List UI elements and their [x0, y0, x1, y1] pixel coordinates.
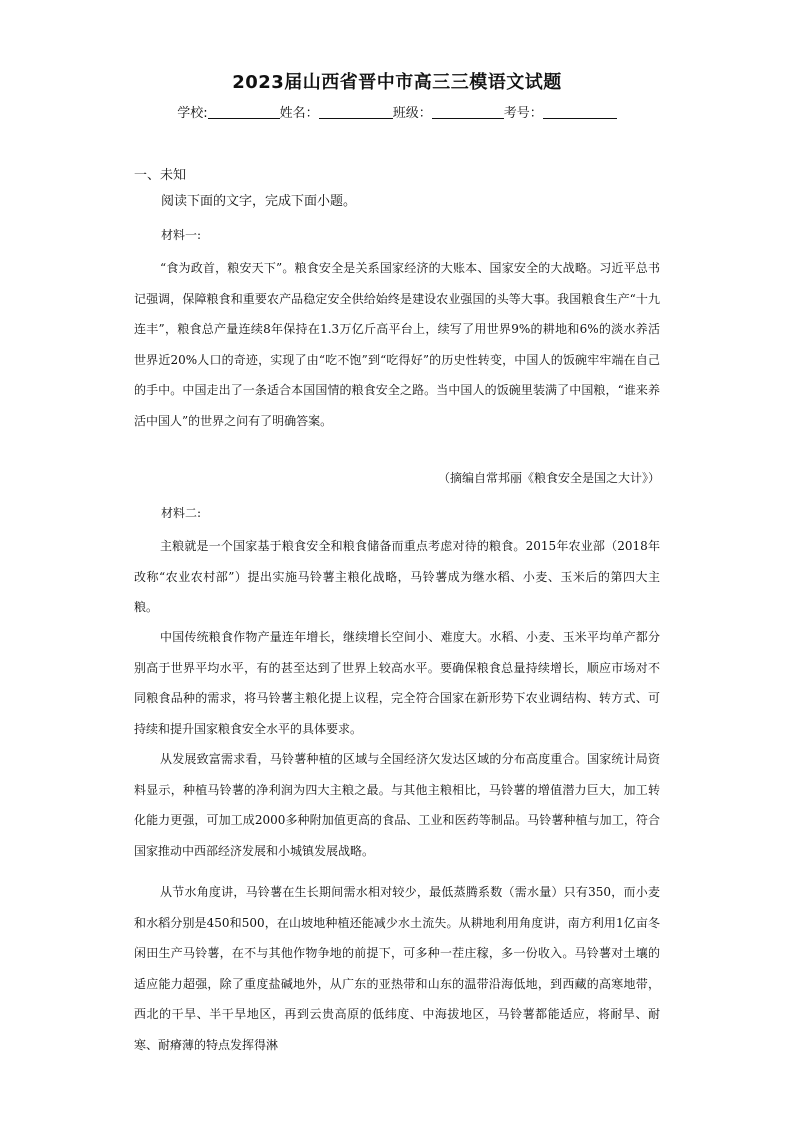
- exam-title: 2023届山西省晋中市高三三模语文试题: [232, 72, 562, 93]
- material1-paragraph: “食为政首，粮安天下”。粮食安全是关系国家经济的大账本、国家安全的大战略。习近平总书记强调，保障粮食和重要农产品稳定安全供给始终是建设农业强国的头等大事。我国粮食生产“十九连丰”，粮食总产量连续8年保持在1.3万亿斤高平台上，续写了用世界9%的耕地和6%的淡水养活世界近20%人口的奇迹，实现了由“吃不饱”到“吃得好”的历史性转变，中国人的饭碗牢牢端在自己的手中。中国走出了一条适合本国国情的粮食安全之路。当中国人的饭碗里装满了中国粮，“谁来养活中国人”的世界之问有了明确答案。: [134, 261, 660, 428]
- section-heading: 一、未知: [134, 168, 187, 183]
- material1-label: 材料一:: [161, 228, 202, 242]
- exam-no-blank: [543, 105, 617, 119]
- material2-paragraph-1: 主粮就是一个国家基于粮食安全和粮食储备而重点考虑对待的粮食。2015年农业部（2018年改称“农业农村部”）提出实施马铃薯主粮化战略，马铃薯成为继水稻、小麦、玉米后的第四大主粮。: [134, 539, 660, 614]
- school-label: 学校:: [177, 106, 208, 121]
- exam-no-label: 考号：: [503, 106, 543, 121]
- material2-paragraph-2: 中国传统粮食作物产量连年增长，继续增长空间小、难度大。水稻、小麦、玉米平均单产都分别高于世界平均水平，有的甚至达到了世界上较高水平。要确保粮食总量持续增长，顺应市场对不同粮食品种的需求，将马铃薯主粮化提上议程，完全符合国家在新形势下农业调结构、转方式、可持续和提升国家粮食安全水平的具体要求。: [134, 630, 660, 736]
- material1-source: （摘编自常邦丽《粮食安全是国之大计》）: [437, 471, 660, 485]
- student-info-line: [0, 102, 794, 121]
- class-label: 班级：: [392, 106, 432, 121]
- material2-paragraph-4: 从节水角度讲，马铃薯在生长期间需水相对较少，最低蒸腾系数（需水量）只有350，而小麦和水稻分别是450和500，在山坡地种植还能减少水土流失。从耕地利用角度讲，南方利用1亿亩冬闲田生产马铃薯，在不与其他作物争地的前提下，可多种一茬庄稼，多一份收入。马铃薯对土壤的适应能力超强，除了重度盐碱地外，从广东的亚热带和山东的温带沿海低地，到西藏的高寒地带，西北的干旱、半干旱地区，再到云贵高原的低纬度、中海拔地区，马铃薯都能适应，将耐旱、耐寒、耐瘠薄的特点发挥得淋: [134, 885, 660, 1052]
- instruction-text: 阅读下面的文字，完成下面小题。: [161, 194, 357, 209]
- material2-paragraph-3: 从发展致富需求看，马铃薯种植的区域与全国经济欠发达区域的分布高度重合。国家统计局资料显示，种植马铃薯的净利润为四大主粮之最。与其他主粮相比，马铃薯的增值潜力巨大，加工转化能力更强，可加工成2000多种附加值更高的食品、工业和医药等制品。马铃薯种植与加工，符合国家推动中西部经济发展和小城镇发展战略。: [134, 752, 660, 858]
- material2-label: 材料二:: [161, 506, 202, 520]
- name-label: 姓名：: [279, 106, 319, 121]
- name-blank: [319, 105, 393, 119]
- school-blank: [208, 105, 280, 119]
- class-blank: [432, 105, 504, 119]
